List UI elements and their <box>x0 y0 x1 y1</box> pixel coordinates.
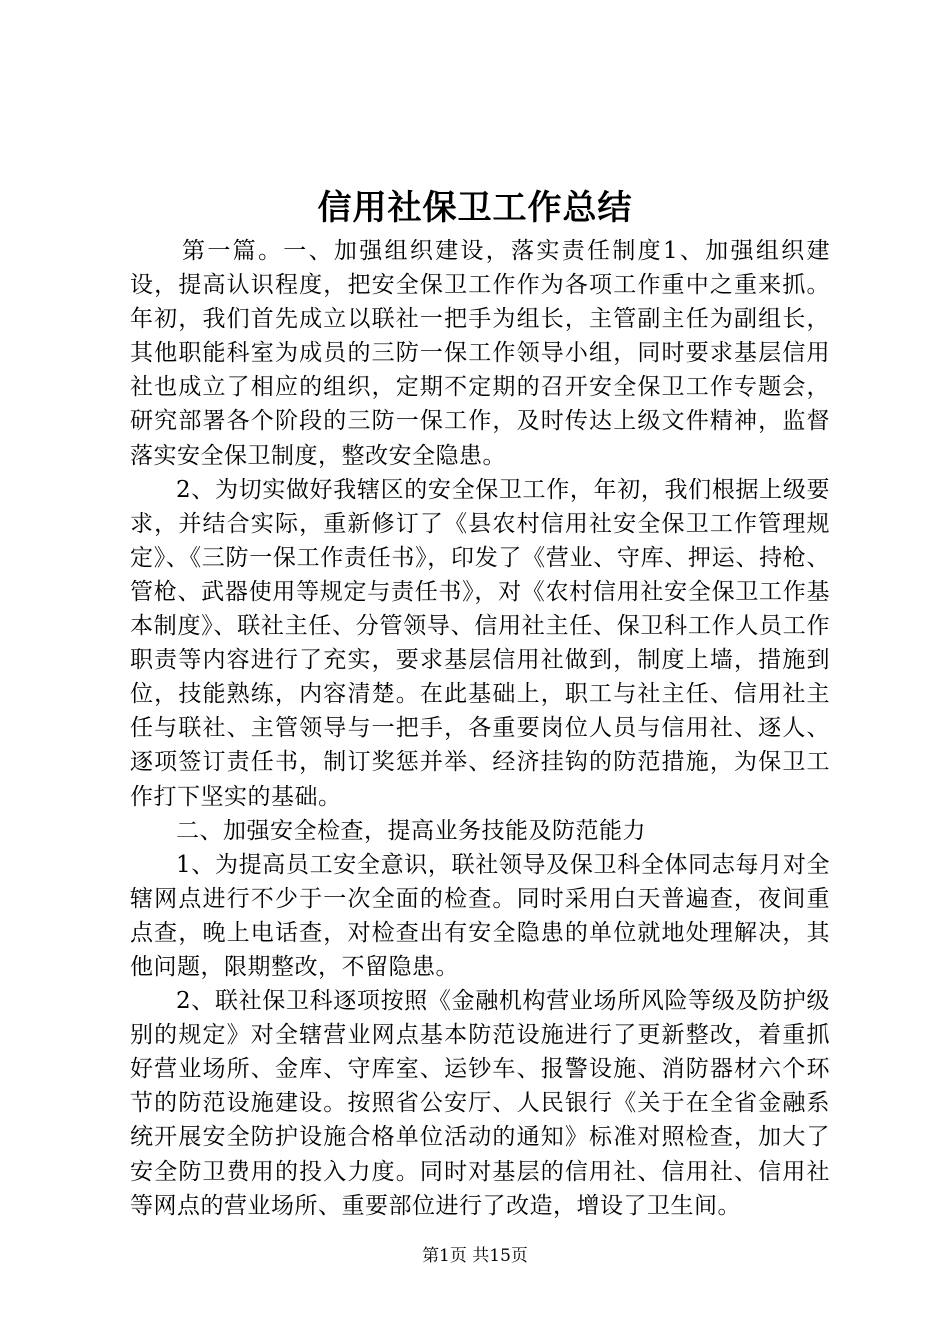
paragraph-1: 第一篇。一、加强组织建设，落实责任制度1、加强组织建设，提高认识程度，把安全保卫工作作为各项工作重中之重来抓。年初，我们首先成立以联社一把手为组长，主管副主任为副组长，其他职能科室为成员的三防一保工作领导小组，同时要求基层信用社也成立了相应的组织，定期不定期的召开安全保卫工作专题会，研究部署各个阶段的三防一保工作，及时传达上级文件精神，监督落实安全保卫制度，整改安全隐患。 <box>130 238 830 469</box>
page-number-footer: 第1页 共15页 <box>422 1246 528 1266</box>
paragraph-3: 1、为提高员工安全意识，联社领导及保卫科全体同志每月对全辖网点进行不少于一次全面的检查。同时采用白天普遍查，夜间重点查，晚上电话查，对检查出有安全隐患的单位就地处理解决，其他问题，限期整改，不留隐患。 <box>130 851 830 980</box>
paragraph-2: 2、为切实做好我辖区的安全保卫工作，年初，我们根据上级要求，并结合实际，重新修订了《县农村信用社安全保卫工作管理规定》、《三防一保工作责任书》，印发了《营业、守库、押运、持枪、管枪、武器使用等规定与责任书》，对《农村信用社安全保卫工作基本制度》、联社主任、分管领导、信用社主任、保卫科工作人员工作职责等内容进行了充实，要求基层信用社做到，制度上墙，措施到位，技能熟练，内容清楚。在此基础上，职工与社主任、信用社主任与联社、主管领导与一把手，各重要岗位人员与信用社、逐人、逐项签订责任书，制订奖惩并举、经济挂钩的防范措施，为保卫工作打下坚实的基础。 <box>130 476 830 810</box>
section-heading-2: 二、加强安全检查，提高业务技能及防范能力 <box>176 817 646 844</box>
document-title: 信用社保卫工作总结 <box>317 188 633 228</box>
paragraph-4: 2、联社保卫科逐项按照《金融机构营业场所风险等级及防护级别的规定》对全辖营业网点基本防范设施进行了更新整改，着重抓好营业场所、金库、守库室、运钞车、报警设施、消防器材六个环节的防范设施建设。按照省公安厅、人民银行《关于在全省金融系统开展安全防护设施合格单位活动的通知》标准对照检查，加大了安全防卫费用的投入力度。同时对基层的信用社、信用社、信用社等网点的营业场所、重要部位进行了改造，增设了卫生间。 <box>130 988 830 1219</box>
document-body <box>130 234 830 1223</box>
